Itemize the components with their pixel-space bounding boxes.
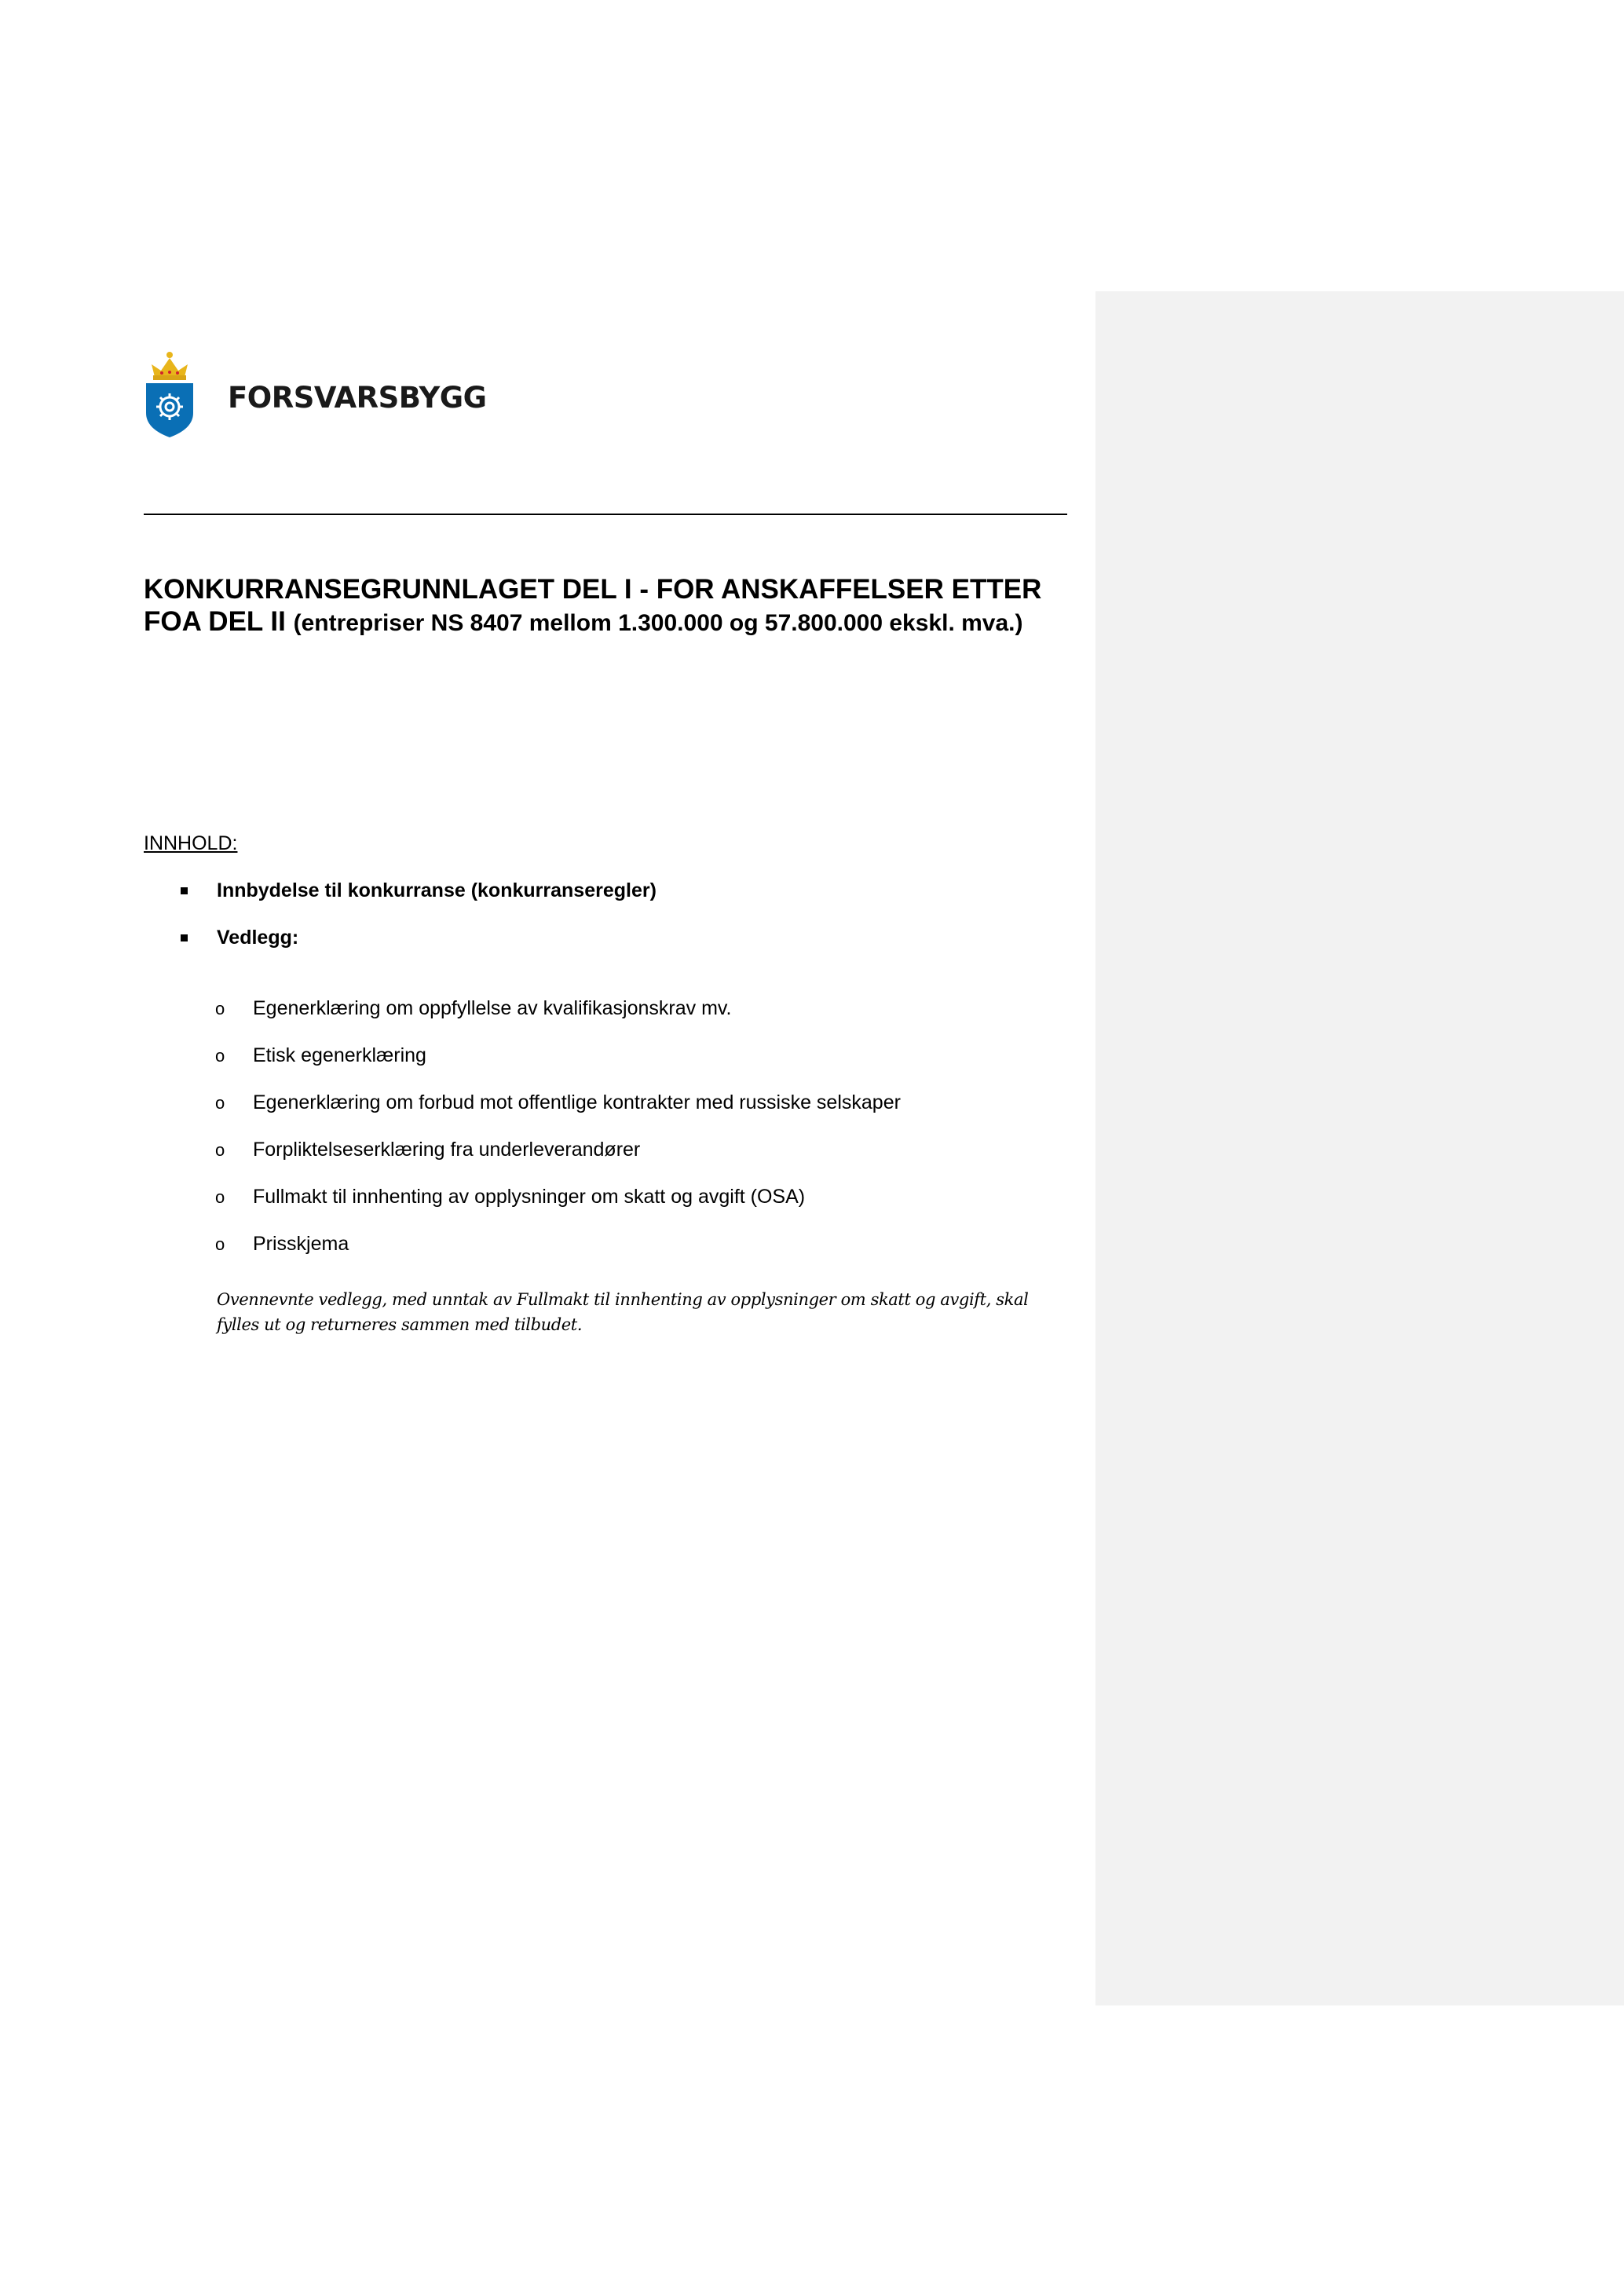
circle-bullet-icon: o [215,1093,225,1113]
attachment-label: Etisk egenerklæring [253,1044,426,1066]
header-divider [144,514,1067,515]
circle-bullet-icon: o [215,1140,225,1160]
square-bullet-icon [181,934,188,941]
forsvarsbygg-logo [144,349,486,439]
list-item-label: Innbydelse til konkurranse (konkurranseregler) [217,879,657,901]
side-panel [1095,291,1624,2005]
attachment-item [215,1233,349,1256]
attachment-item [215,1186,805,1208]
logo-text: FORSVARSBYGG [228,381,487,415]
attachment-label: Prisskjema [253,1233,349,1255]
contents-heading: INNHOLD: [144,832,238,854]
attachment-item [215,1139,640,1161]
forsvarsbygg-emblem-icon [144,349,196,439]
attachments-note: Ovennevnte vedlegg, med unntak av Fullmakt til innhenting av opplysninger om skatt og avgift, skal fylles ut og returneres sammen med tilbudet. [217,1290,1029,1334]
list-item-label: Vedlegg: [217,927,299,949]
square-bullet-icon [181,887,188,894]
attachment-item [215,997,732,1020]
attachment-label: Egenerklæring om forbud mot offentlige kontrakter med russiske selskaper [253,1091,901,1113]
attachment-label: Egenerklæring om oppfyllelse av kvalifikasjonskrav mv. [253,997,732,1019]
circle-bullet-icon: o [215,1046,225,1066]
list-item [181,879,657,902]
attachment-item [215,1044,426,1067]
attachment-label: Fullmakt til innhenting av opplysninger om skatt og avgift (OSA) [253,1186,806,1208]
title-sub: (entrepriser NS 8407 mellom 1.300.000 og 57.800.000 ekskl. mva.) [293,610,1023,636]
title-main: KONKURRANSEGRUNNLAGET DEL I - FOR ANSKAFFELSER ETTER FOA DEL II [144,574,1042,637]
circle-bullet-icon: o [215,1187,225,1207]
attachment-item [215,1091,901,1114]
circle-bullet-icon: o [215,1234,225,1254]
list-item [181,927,298,949]
attachment-label: Forpliktelseserklæring fra underleverandører [253,1139,641,1161]
document-title [144,573,1102,639]
circle-bullet-icon: o [215,999,225,1018]
